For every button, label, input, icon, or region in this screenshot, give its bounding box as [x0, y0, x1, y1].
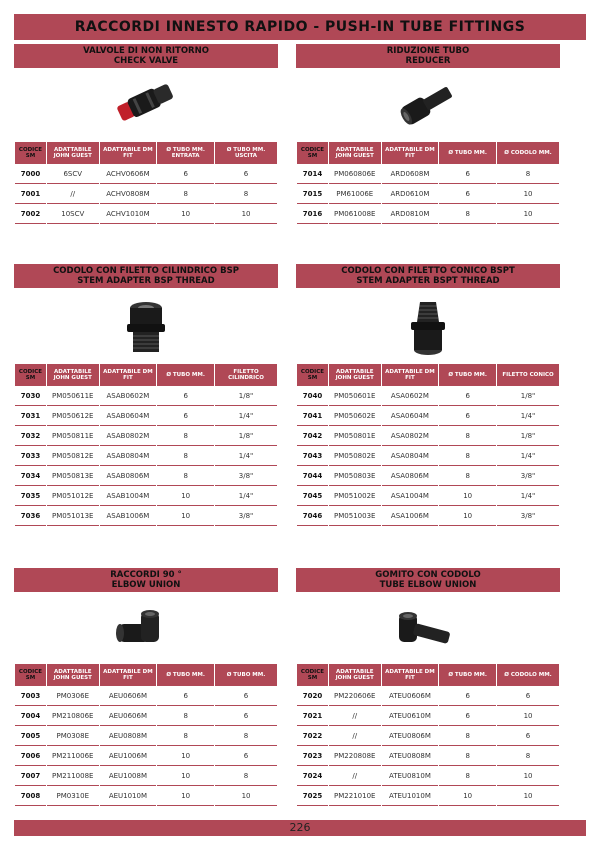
- table-cell: 1/4": [497, 486, 559, 506]
- table-cell: 8: [439, 466, 496, 486]
- product-table: [296, 364, 560, 526]
- table-cell: PM050813E: [47, 466, 99, 486]
- table-cell: ATEU0808M: [382, 746, 439, 766]
- table-cell: 6: [497, 726, 559, 746]
- elbow-union-icon: [111, 608, 181, 652]
- table-cell: 1/8": [497, 426, 559, 446]
- table-cell: 8: [439, 204, 496, 224]
- section-header: [296, 568, 560, 592]
- section-title-en: TUBE ELBOW UNION: [379, 580, 477, 590]
- table-row: [15, 386, 277, 406]
- column-header: CODICE SM: [297, 364, 328, 386]
- section-header: [14, 264, 278, 288]
- column-header: ADATTABILE JOHN GUEST: [47, 664, 99, 686]
- product-code: 7044: [297, 466, 328, 486]
- table-cell: 3/8": [497, 466, 559, 486]
- table-cell: 10: [439, 486, 496, 506]
- table-row: [15, 786, 277, 806]
- table-cell: 10: [157, 786, 214, 806]
- table-cell: PM051002E: [329, 486, 381, 506]
- section-title-it: RACCORDI 90 °: [110, 570, 182, 580]
- table-row: [15, 446, 277, 466]
- table-cell: ARD0810M: [382, 204, 439, 224]
- table-cell: 1/4": [215, 406, 277, 426]
- table-cell: 8: [497, 746, 559, 766]
- table-cell: 10: [497, 706, 559, 726]
- table-header-row: [15, 664, 277, 686]
- table-cell: 10: [497, 766, 559, 786]
- table-row: [15, 486, 277, 506]
- table-cell: ATEU0606M: [382, 686, 439, 706]
- table-cell: 6: [215, 706, 277, 726]
- table-cell: PM221010E: [329, 786, 381, 806]
- column-header: ADATTABILE DM FIT: [382, 664, 439, 686]
- product-code: 7002: [15, 204, 46, 224]
- table-cell: 6: [157, 386, 214, 406]
- column-header: Ø TUBO MM.: [157, 364, 214, 386]
- table-cell: ASAB1004M: [100, 486, 157, 506]
- product-code: 7021: [297, 706, 328, 726]
- table-cell: 10: [215, 786, 277, 806]
- section-header: [296, 44, 560, 68]
- table-cell: 1/4": [497, 406, 559, 426]
- column-header: FILETTO CONICO: [497, 364, 559, 386]
- product-code: 7040: [297, 386, 328, 406]
- table-cell: 3/8": [215, 506, 277, 526]
- table-cell: 6: [439, 386, 496, 406]
- table-cell: 10: [497, 786, 559, 806]
- table-cell: AEU0808M: [100, 726, 157, 746]
- table-cell: 8: [439, 426, 496, 446]
- table-cell: 10: [439, 506, 496, 526]
- table-cell: 8: [157, 426, 214, 446]
- product-code: 7045: [297, 486, 328, 506]
- table-row: [15, 164, 277, 184]
- column-header: Ø TUBO MM.: [439, 142, 496, 164]
- table-header-row: [297, 142, 559, 164]
- product-code: 7000: [15, 164, 46, 184]
- table-cell: ASAB0604M: [100, 406, 157, 426]
- product-code: 7015: [297, 184, 328, 204]
- table-row: [297, 746, 559, 766]
- table-row: [15, 406, 277, 426]
- product-code: 7042: [297, 426, 328, 446]
- table-cell: ASA0804M: [382, 446, 439, 466]
- table-cell: AEU0606M: [100, 686, 157, 706]
- table-cell: ARD0608M: [382, 164, 439, 184]
- section-title-it: CODOLO CON FILETTO CILINDRICO BSP: [53, 266, 239, 276]
- table-row: [297, 426, 559, 446]
- table-cell: 6: [439, 164, 496, 184]
- section-reducer: [296, 44, 560, 224]
- table-header-row: [297, 664, 559, 686]
- section-header: [14, 44, 278, 68]
- table-cell: ASAB0602M: [100, 386, 157, 406]
- table-cell: 8: [497, 164, 559, 184]
- table-cell: 1/8": [215, 386, 277, 406]
- product-code: 7008: [15, 786, 46, 806]
- column-header: Ø CODOLO MM.: [497, 664, 559, 686]
- table-header-row: [15, 364, 277, 386]
- product-code: 7046: [297, 506, 328, 526]
- product-code: 7036: [15, 506, 46, 526]
- table-cell: PM210806E: [47, 706, 99, 726]
- column-header: CODICE SM: [15, 664, 46, 686]
- table-row: [297, 184, 559, 204]
- section-header: [14, 568, 278, 592]
- table-cell: PM050612E: [47, 406, 99, 426]
- table-row: [297, 786, 559, 806]
- reducer-icon: [393, 82, 463, 126]
- table-cell: ASA0802M: [382, 426, 439, 446]
- product-image: [14, 298, 278, 358]
- table-cell: ATEU0810M: [382, 766, 439, 786]
- section-title-en: CHECK VALVE: [113, 56, 179, 66]
- table-cell: 10SCV: [47, 204, 99, 224]
- table-cell: ASA1004M: [382, 486, 439, 506]
- product-code: 7014: [297, 164, 328, 184]
- column-header: ADATTABILE DM FIT: [382, 142, 439, 164]
- stem-adapter-bsp-icon: [121, 298, 171, 358]
- table-cell: ASAB0806M: [100, 466, 157, 486]
- table-cell: 1/4": [215, 446, 277, 466]
- table-row: [297, 706, 559, 726]
- table-cell: 10: [439, 786, 496, 806]
- table-row: [297, 204, 559, 224]
- product-table: [14, 364, 278, 526]
- column-header: ADATTABILE DM FIT: [100, 664, 157, 686]
- column-header: ADATTABILE DM FIT: [100, 142, 157, 164]
- table-row: [15, 466, 277, 486]
- table-cell: 8: [157, 446, 214, 466]
- table-row: [297, 726, 559, 746]
- table-cell: ATEU1010M: [382, 786, 439, 806]
- product-image: [14, 608, 278, 658]
- product-code: 7020: [297, 686, 328, 706]
- table-cell: ASA1006M: [382, 506, 439, 526]
- table-cell: //: [329, 726, 381, 746]
- section-title-en: ELBOW UNION: [111, 580, 181, 590]
- page-number: 226: [14, 820, 586, 836]
- table-row: [15, 184, 277, 204]
- table-cell: AEU0606M: [100, 706, 157, 726]
- table-cell: PM0306E: [47, 686, 99, 706]
- product-code: 7041: [297, 406, 328, 426]
- table-cell: 10: [157, 204, 214, 224]
- section-tube-elbow-union: [296, 568, 560, 806]
- column-header: Ø TUBO MM.: [439, 664, 496, 686]
- product-code: 7043: [297, 446, 328, 466]
- table-cell: 3/8": [215, 466, 277, 486]
- table-cell: PM050812E: [47, 446, 99, 466]
- product-code: 7032: [15, 426, 46, 446]
- table-cell: ASA0602M: [382, 386, 439, 406]
- table-cell: PM211006E: [47, 746, 99, 766]
- product-code: 7022: [297, 726, 328, 746]
- table-row: [297, 446, 559, 466]
- table-row: [297, 486, 559, 506]
- section-title-en: STEM ADAPTER BSP THREAD: [77, 276, 215, 286]
- column-header: Ø TUBO MM.: [157, 664, 214, 686]
- table-cell: 6: [439, 686, 496, 706]
- table-cell: 8: [439, 446, 496, 466]
- table-row: [15, 506, 277, 526]
- section-title-it: CODOLO CON FILETTO CONICO BSPT: [341, 266, 515, 276]
- stem-adapter-bspt-icon: [403, 298, 453, 358]
- column-header: Ø TUBO MM. ENTRATA: [157, 142, 214, 164]
- column-header: Ø TUBO MM.: [439, 364, 496, 386]
- column-header: ADATTABILE JOHN GUEST: [329, 364, 381, 386]
- product-code: 7035: [15, 486, 46, 506]
- section-title-en: REDUCER: [405, 56, 451, 66]
- check-valve-icon: [111, 82, 181, 122]
- product-table: [296, 664, 560, 806]
- product-code: 7007: [15, 766, 46, 786]
- table-cell: 6: [157, 164, 214, 184]
- product-code: 7005: [15, 726, 46, 746]
- section-title-it: RIDUZIONE TUBO: [386, 46, 470, 56]
- table-cell: ARD0610M: [382, 184, 439, 204]
- product-table: [296, 142, 560, 224]
- table-cell: 8: [215, 726, 277, 746]
- table-cell: PM220808E: [329, 746, 381, 766]
- table-cell: PM051012E: [47, 486, 99, 506]
- table-cell: ATEU0806M: [382, 726, 439, 746]
- table-cell: 8: [157, 706, 214, 726]
- table-row: [15, 726, 277, 746]
- column-header: CODICE SM: [297, 142, 328, 164]
- column-header: CODICE SM: [15, 142, 46, 164]
- section-stem-bspt: [296, 264, 560, 526]
- column-header: Ø CODOLO MM.: [497, 142, 559, 164]
- column-header: Ø TUBO MM.: [215, 664, 277, 686]
- table-row: [297, 406, 559, 426]
- table-cell: 6: [439, 184, 496, 204]
- table-cell: 8: [157, 466, 214, 486]
- table-row: [297, 386, 559, 406]
- table-cell: PM050802E: [329, 446, 381, 466]
- table-header-row: [297, 364, 559, 386]
- product-image: [14, 82, 278, 134]
- table-cell: PM220606E: [329, 686, 381, 706]
- table-cell: 8: [215, 766, 277, 786]
- table-cell: AEU1010M: [100, 786, 157, 806]
- column-header: ADATTABILE JOHN GUEST: [329, 142, 381, 164]
- table-cell: 6: [215, 746, 277, 766]
- table-row: [297, 164, 559, 184]
- table-cell: PM050801E: [329, 426, 381, 446]
- table-cell: ASA0806M: [382, 466, 439, 486]
- table-cell: 6: [215, 686, 277, 706]
- table-cell: //: [329, 766, 381, 786]
- section-header: [296, 264, 560, 288]
- column-header: ADATTABILE JOHN GUEST: [47, 364, 99, 386]
- table-header-row: [15, 142, 277, 164]
- product-code: 7003: [15, 686, 46, 706]
- table-row: [297, 686, 559, 706]
- section-title-en: STEM ADAPTER BSPT THREAD: [356, 276, 500, 286]
- product-code: 7033: [15, 446, 46, 466]
- product-code: 7025: [297, 786, 328, 806]
- product-code: 7031: [15, 406, 46, 426]
- table-row: [297, 466, 559, 486]
- product-code: 7024: [297, 766, 328, 786]
- table-cell: ACHV1010M: [100, 204, 157, 224]
- product-code: 7023: [297, 746, 328, 766]
- table-cell: ACHV0808M: [100, 184, 157, 204]
- table-cell: 10: [157, 486, 214, 506]
- product-code: 7006: [15, 746, 46, 766]
- table-cell: ASA0604M: [382, 406, 439, 426]
- section-elbow-union: [14, 568, 278, 806]
- table-cell: 8: [157, 184, 214, 204]
- table-cell: 6: [497, 686, 559, 706]
- column-header: ADATTABILE DM FIT: [382, 364, 439, 386]
- product-code: 7004: [15, 706, 46, 726]
- product-image: [296, 82, 560, 134]
- table-cell: PM060806E: [329, 164, 381, 184]
- table-cell: PM061008E: [329, 204, 381, 224]
- table-cell: 6: [439, 406, 496, 426]
- table-cell: 10: [157, 506, 214, 526]
- table-row: [15, 766, 277, 786]
- table-cell: 1/8": [215, 426, 277, 446]
- table-row: [15, 686, 277, 706]
- column-header: ADATTABILE JOHN GUEST: [329, 664, 381, 686]
- product-image: [296, 608, 560, 658]
- product-code: 7016: [297, 204, 328, 224]
- section-title-it: VALVOLE DI NON RITORNO: [83, 46, 209, 56]
- column-header: ADATTABILE JOHN GUEST: [47, 142, 99, 164]
- column-header: CODICE SM: [15, 364, 46, 386]
- table-cell: AEU1006M: [100, 746, 157, 766]
- section-title-it: GOMITO CON CODOLO: [375, 570, 481, 580]
- table-cell: 8: [439, 746, 496, 766]
- table-cell: PM050602E: [329, 406, 381, 426]
- table-cell: 10: [157, 766, 214, 786]
- table-cell: PM61006E: [329, 184, 381, 204]
- table-cell: 6SCV: [47, 164, 99, 184]
- table-cell: 8: [439, 726, 496, 746]
- table-cell: 8: [157, 726, 214, 746]
- section-stem-bsp: [14, 264, 278, 526]
- table-cell: PM0310E: [47, 786, 99, 806]
- table-cell: PM051013E: [47, 506, 99, 526]
- table-cell: PM050601E: [329, 386, 381, 406]
- table-cell: 1/4": [215, 486, 277, 506]
- table-cell: 10: [215, 204, 277, 224]
- table-row: [15, 746, 277, 766]
- table-cell: PM051003E: [329, 506, 381, 526]
- table-cell: 10: [157, 746, 214, 766]
- table-cell: //: [329, 706, 381, 726]
- table-cell: ASAB0802M: [100, 426, 157, 446]
- table-cell: PM050611E: [47, 386, 99, 406]
- table-cell: AEU1008M: [100, 766, 157, 786]
- product-table: [14, 142, 278, 224]
- product-code: 7030: [15, 386, 46, 406]
- table-cell: //: [47, 184, 99, 204]
- table-row: [297, 766, 559, 786]
- table-cell: 6: [439, 706, 496, 726]
- table-cell: 10: [497, 184, 559, 204]
- table-cell: ATEU0610M: [382, 706, 439, 726]
- table-cell: 10: [497, 204, 559, 224]
- table-cell: PM0308E: [47, 726, 99, 746]
- table-cell: ASAB0804M: [100, 446, 157, 466]
- table-cell: PM050803E: [329, 466, 381, 486]
- table-row: [15, 426, 277, 446]
- section-check-valve: [14, 44, 278, 224]
- table-cell: PM211008E: [47, 766, 99, 786]
- product-table: [14, 664, 278, 806]
- table-cell: ACHV0606M: [100, 164, 157, 184]
- table-row: [297, 506, 559, 526]
- table-cell: 6: [215, 164, 277, 184]
- column-header: FILETTO CILINDRICO: [215, 364, 277, 386]
- table-cell: 6: [157, 686, 214, 706]
- table-row: [15, 706, 277, 726]
- column-header: ADATTABILE DM FIT: [100, 364, 157, 386]
- product-image: [296, 298, 560, 358]
- table-cell: 8: [439, 766, 496, 786]
- product-code: 7001: [15, 184, 46, 204]
- table-cell: PM050811E: [47, 426, 99, 446]
- column-header: CODICE SM: [297, 664, 328, 686]
- table-cell: 6: [157, 406, 214, 426]
- table-cell: 1/8": [497, 386, 559, 406]
- table-cell: ASAB1006M: [100, 506, 157, 526]
- table-row: [15, 204, 277, 224]
- tube-elbow-union-icon: [393, 608, 463, 652]
- column-header: Ø TUBO MM. USCITA: [215, 142, 277, 164]
- table-cell: 8: [215, 184, 277, 204]
- page-title: RACCORDI INNESTO RAPIDO - PUSH-IN TUBE FITTINGS: [14, 14, 586, 40]
- product-code: 7034: [15, 466, 46, 486]
- table-cell: 1/4": [497, 446, 559, 466]
- table-cell: 3/8": [497, 506, 559, 526]
